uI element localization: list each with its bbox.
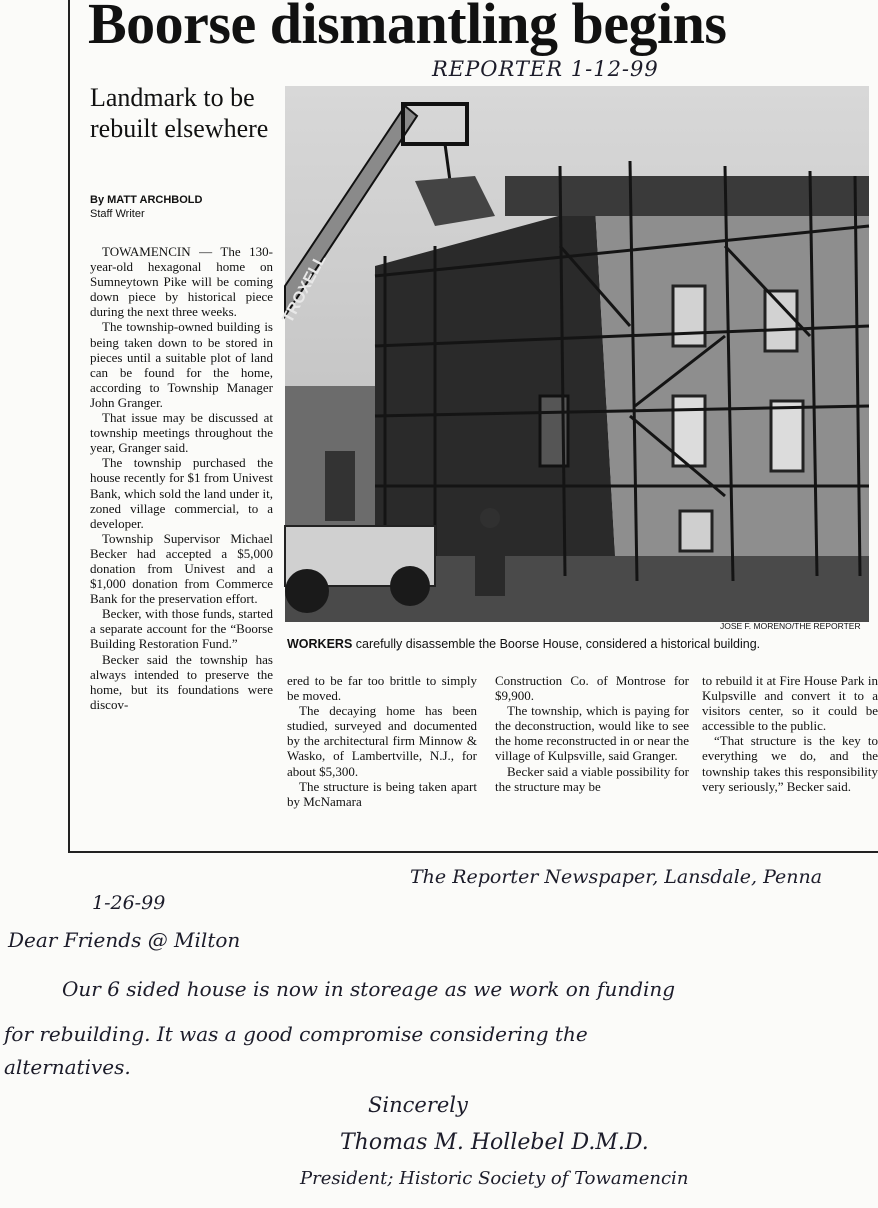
- paragraph: TOWAMENCIN — The 130-year-old hexagonal home on Sumneytown Pike will be coming down piece by historical piece during the next three weeks.: [90, 244, 273, 320]
- article-column-1: [90, 244, 273, 712]
- paragraph: Becker said the township has always intended to preserve the home, but its foundations were discov-: [90, 651, 273, 712]
- handwritten-source: The Reporter Newspaper, Lansdale, Penna: [410, 866, 823, 888]
- handwritten-title: President; Historic Society of Towamencin: [300, 1168, 689, 1189]
- photo-caption: [287, 637, 760, 651]
- article-column-2: [287, 673, 477, 809]
- paragraph: Construction Co. of Montrose for $9,900.: [495, 673, 689, 704]
- paragraph: to rebuild it at Fire House Park in Kulpsville and convert it to a visitors center, so it could be accessible to the public.: [702, 673, 878, 734]
- paragraph: Township Supervisor Michael Becker had accepted a $5,000 donation from Univest and a $1,000 donation from Commerce Bank for the preservation effort.: [90, 530, 273, 607]
- paragraph: The structure is being taken apart by McNamara: [287, 778, 477, 809]
- handwritten-date-annotation: REPORTER 1-12-99: [432, 57, 659, 81]
- handwritten-line-2: for rebuilding. It was a good compromise considering the: [4, 1022, 588, 1046]
- paragraph: Becker, with those funds, started a separate account for the “Boorse Building Restoration Fund.”: [90, 606, 273, 652]
- paragraph: The township-owned building is being taken down to be stored in pieces until a suitable plot of land can be found for the home, according to Township Manager John Granger.: [90, 319, 273, 410]
- crane-lettering: TROXELL: [279, 251, 330, 326]
- headline: Boorse dismantling begins: [88, 0, 727, 56]
- paragraph: The township, which is paying for the deconstruction, would like to see the home reconstructed in or near the village of Kulpsville, said Granger.: [495, 703, 689, 764]
- column-rule-left: [68, 0, 70, 852]
- byline-name: By MATT ARCHBOLD: [90, 194, 203, 206]
- byline: [90, 193, 202, 221]
- construction-photo: [279, 86, 869, 622]
- handwritten-greeting: Dear Friends @ Milton: [8, 928, 241, 952]
- byline-title: Staff Writer: [90, 208, 145, 220]
- deck-subheadline: Landmark to be rebuilt elsewhere: [90, 83, 269, 143]
- paragraph: Becker said a viable possibility for the structure may be: [495, 763, 689, 794]
- caption-lead: WORKERS: [287, 637, 353, 651]
- handwritten-signature: Thomas M. Hollebel D.M.D.: [340, 1130, 649, 1155]
- paragraph: The decaying home has been studied, surveyed and documented by the architectural firm Minnow & Wasko, of Lambertville, N.J., for about $5,300.: [287, 703, 477, 779]
- photo-credit: JOSE F. MORENO/THE REPORTER: [720, 621, 861, 631]
- paragraph: That issue may be discussed at township meetings throughout the year, Granger said.: [90, 410, 273, 456]
- photo-illustration: [279, 86, 869, 622]
- article-column-4: [702, 673, 878, 794]
- handwritten-closing: Sincerely: [368, 1093, 468, 1117]
- paragraph: “That structure is the key to everything we do, and the township takes this responsibility very seriously,” Becker said.: [702, 733, 878, 794]
- paragraph: ered to be far too brittle to simply be moved.: [287, 673, 477, 704]
- handwritten-date: 1-26-99: [92, 892, 166, 914]
- handwritten-line-1: Our 6 sided house is now in storeage as we work on funding: [62, 977, 676, 1001]
- caption-text: carefully disassemble the Boorse House, considered a historical building.: [352, 637, 761, 651]
- article-column-3: [495, 673, 689, 794]
- paragraph: The township purchased the house recently for $1 from Univest Bank, which sold the land under it, zoned village commercial, to a developer.: [90, 455, 273, 531]
- handwritten-line-3: alternatives.: [4, 1055, 131, 1079]
- article-bottom-rule: [68, 851, 878, 853]
